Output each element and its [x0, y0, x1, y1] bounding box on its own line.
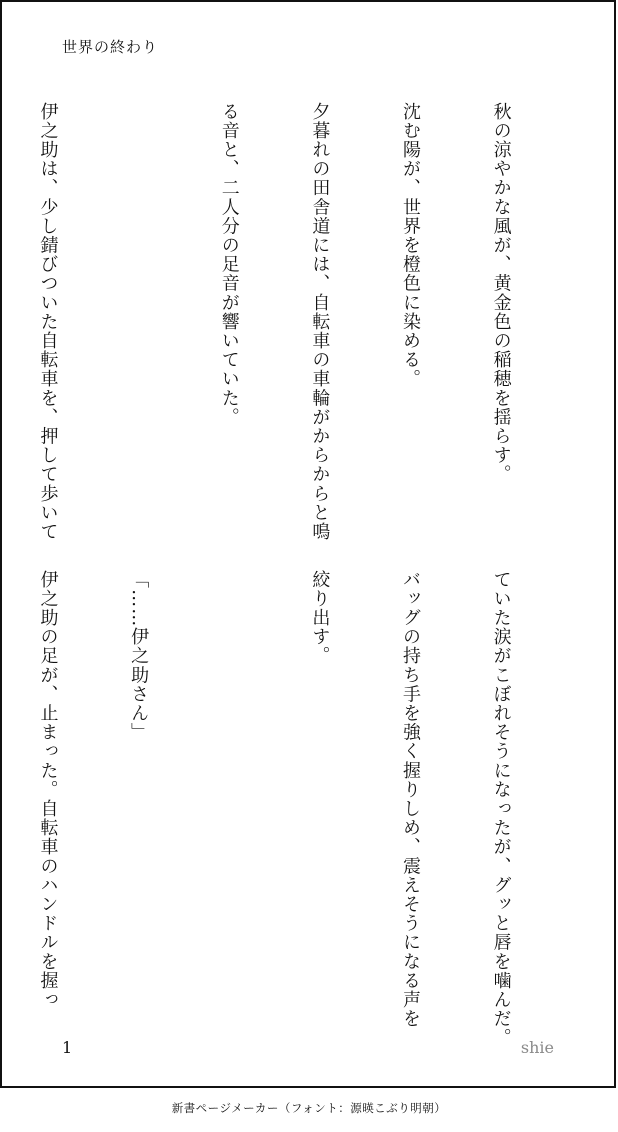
- blank-line: [214, 570, 244, 990]
- text-line: る音と、二人分の足音が響いていた。: [218, 102, 240, 427]
- author-name: shie: [520, 1038, 554, 1057]
- text-line: 夕暮れの田舎道には、自転車の車輪がからからと鳴: [309, 102, 331, 542]
- blank-line: [123, 102, 153, 522]
- text-line: 秋の涼やかな風が、黄金色の稲穂を揺らす。: [490, 102, 512, 484]
- generator-caption: 新書ページメーカー（フォント：源暎こぶり明朝）: [171, 1101, 447, 1115]
- text-line: 沈む陽が、世界を橙色に染める。: [399, 102, 421, 389]
- page-number: 1: [62, 1038, 73, 1057]
- text-line: ていた涙がこぼれそうになったが、グッと唇を噛んだ。: [490, 570, 512, 1048]
- text-line: 伊之助の足が、止まった。自転車のハンドルを握っ: [37, 570, 59, 1010]
- text-line: バッグの持ち手を強く握りしめ、震えそうになる声を: [399, 570, 421, 1029]
- text-line: 「……伊之助さん」: [128, 570, 150, 742]
- text-line: 絞り出す。: [309, 570, 331, 666]
- text-line: 伊之助は、少し錆びついた自転車を、押して歩いて: [37, 102, 59, 542]
- text-block-top: [0, 102, 576, 542]
- page-title: 世界の終わり: [62, 38, 159, 56]
